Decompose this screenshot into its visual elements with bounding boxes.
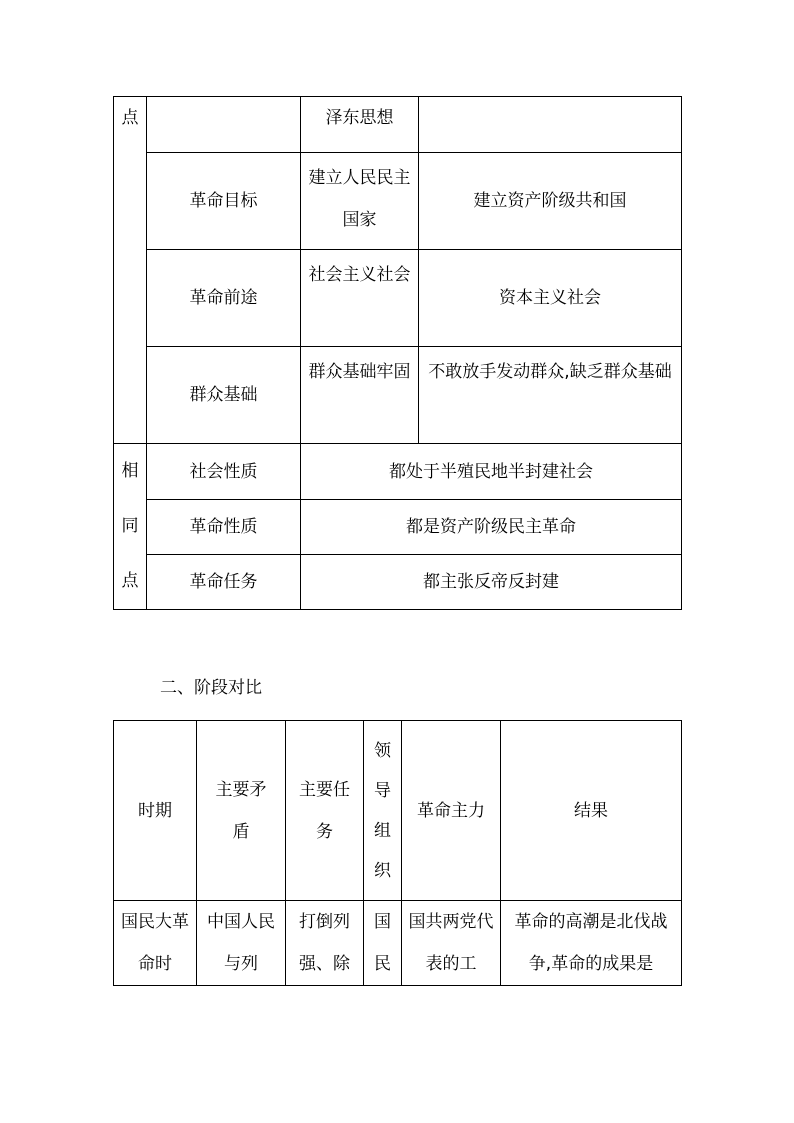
label-society: 社会性质 [147,444,301,500]
header-leader [364,721,402,901]
cell-base-b: 不敢放手发动群众,缺乏群众基础 [419,347,682,444]
label-nature: 革命性质 [147,500,301,555]
label-base: 群众基础 [147,347,301,444]
cell-result: 革命的高潮是北伐战争,革命的成果是 [501,901,682,986]
cell-future-a: 社会主义社会 [301,250,419,347]
same-points-label [114,444,147,610]
same-char-3: 点 [121,571,139,591]
cell-nature: 都是资产阶级民主革命 [301,500,682,555]
comparison-table [113,96,682,610]
cell-society: 都处于半殖民地半封建社会 [301,444,682,500]
cell-contradiction: 中国人民与列 [197,901,286,986]
label-goal: 革命目标 [147,153,301,250]
leader-char-3: 组 [374,820,391,841]
cell-ideology-a: 泽东思想 [301,97,419,153]
header-force: 革命主力 [402,721,501,901]
cell-leader: 国民 [364,901,402,986]
different-points-label [114,97,147,444]
section-title: 二、阶段对比 [160,678,262,698]
stage-comparison-table [113,720,682,986]
cell-goal-b: 建立资产阶级共和国 [419,153,682,250]
cell-ideology-b [419,97,682,153]
header-contradiction: 主要矛盾 [197,721,286,901]
label-task: 革命任务 [147,555,301,610]
same-char-1: 相 [121,461,139,481]
header-result: 结果 [501,721,682,901]
cell-base-a: 群众基础牢固 [301,347,419,444]
header-period: 时期 [114,721,197,901]
cell-period: 国民大革命时 [114,901,197,986]
cell-future-b: 资本主义社会 [419,250,682,347]
diff-label-text: 点 [121,108,139,128]
header-task: 主要任务 [286,721,364,901]
cell-task: 打倒列强、除 [286,901,364,986]
same-char-2: 同 [121,516,139,536]
cell-goal-a: 建立人民民主国家 [301,153,419,250]
leader-char-4: 织 [374,860,391,881]
cell-force: 国共两党代表的工 [402,901,501,986]
leader-char-1: 领 [374,740,391,761]
leader-char-2: 导 [374,780,391,801]
cell-empty [147,97,301,153]
cell-task: 都主张反帝反封建 [301,555,682,610]
label-future: 革命前途 [147,250,301,347]
